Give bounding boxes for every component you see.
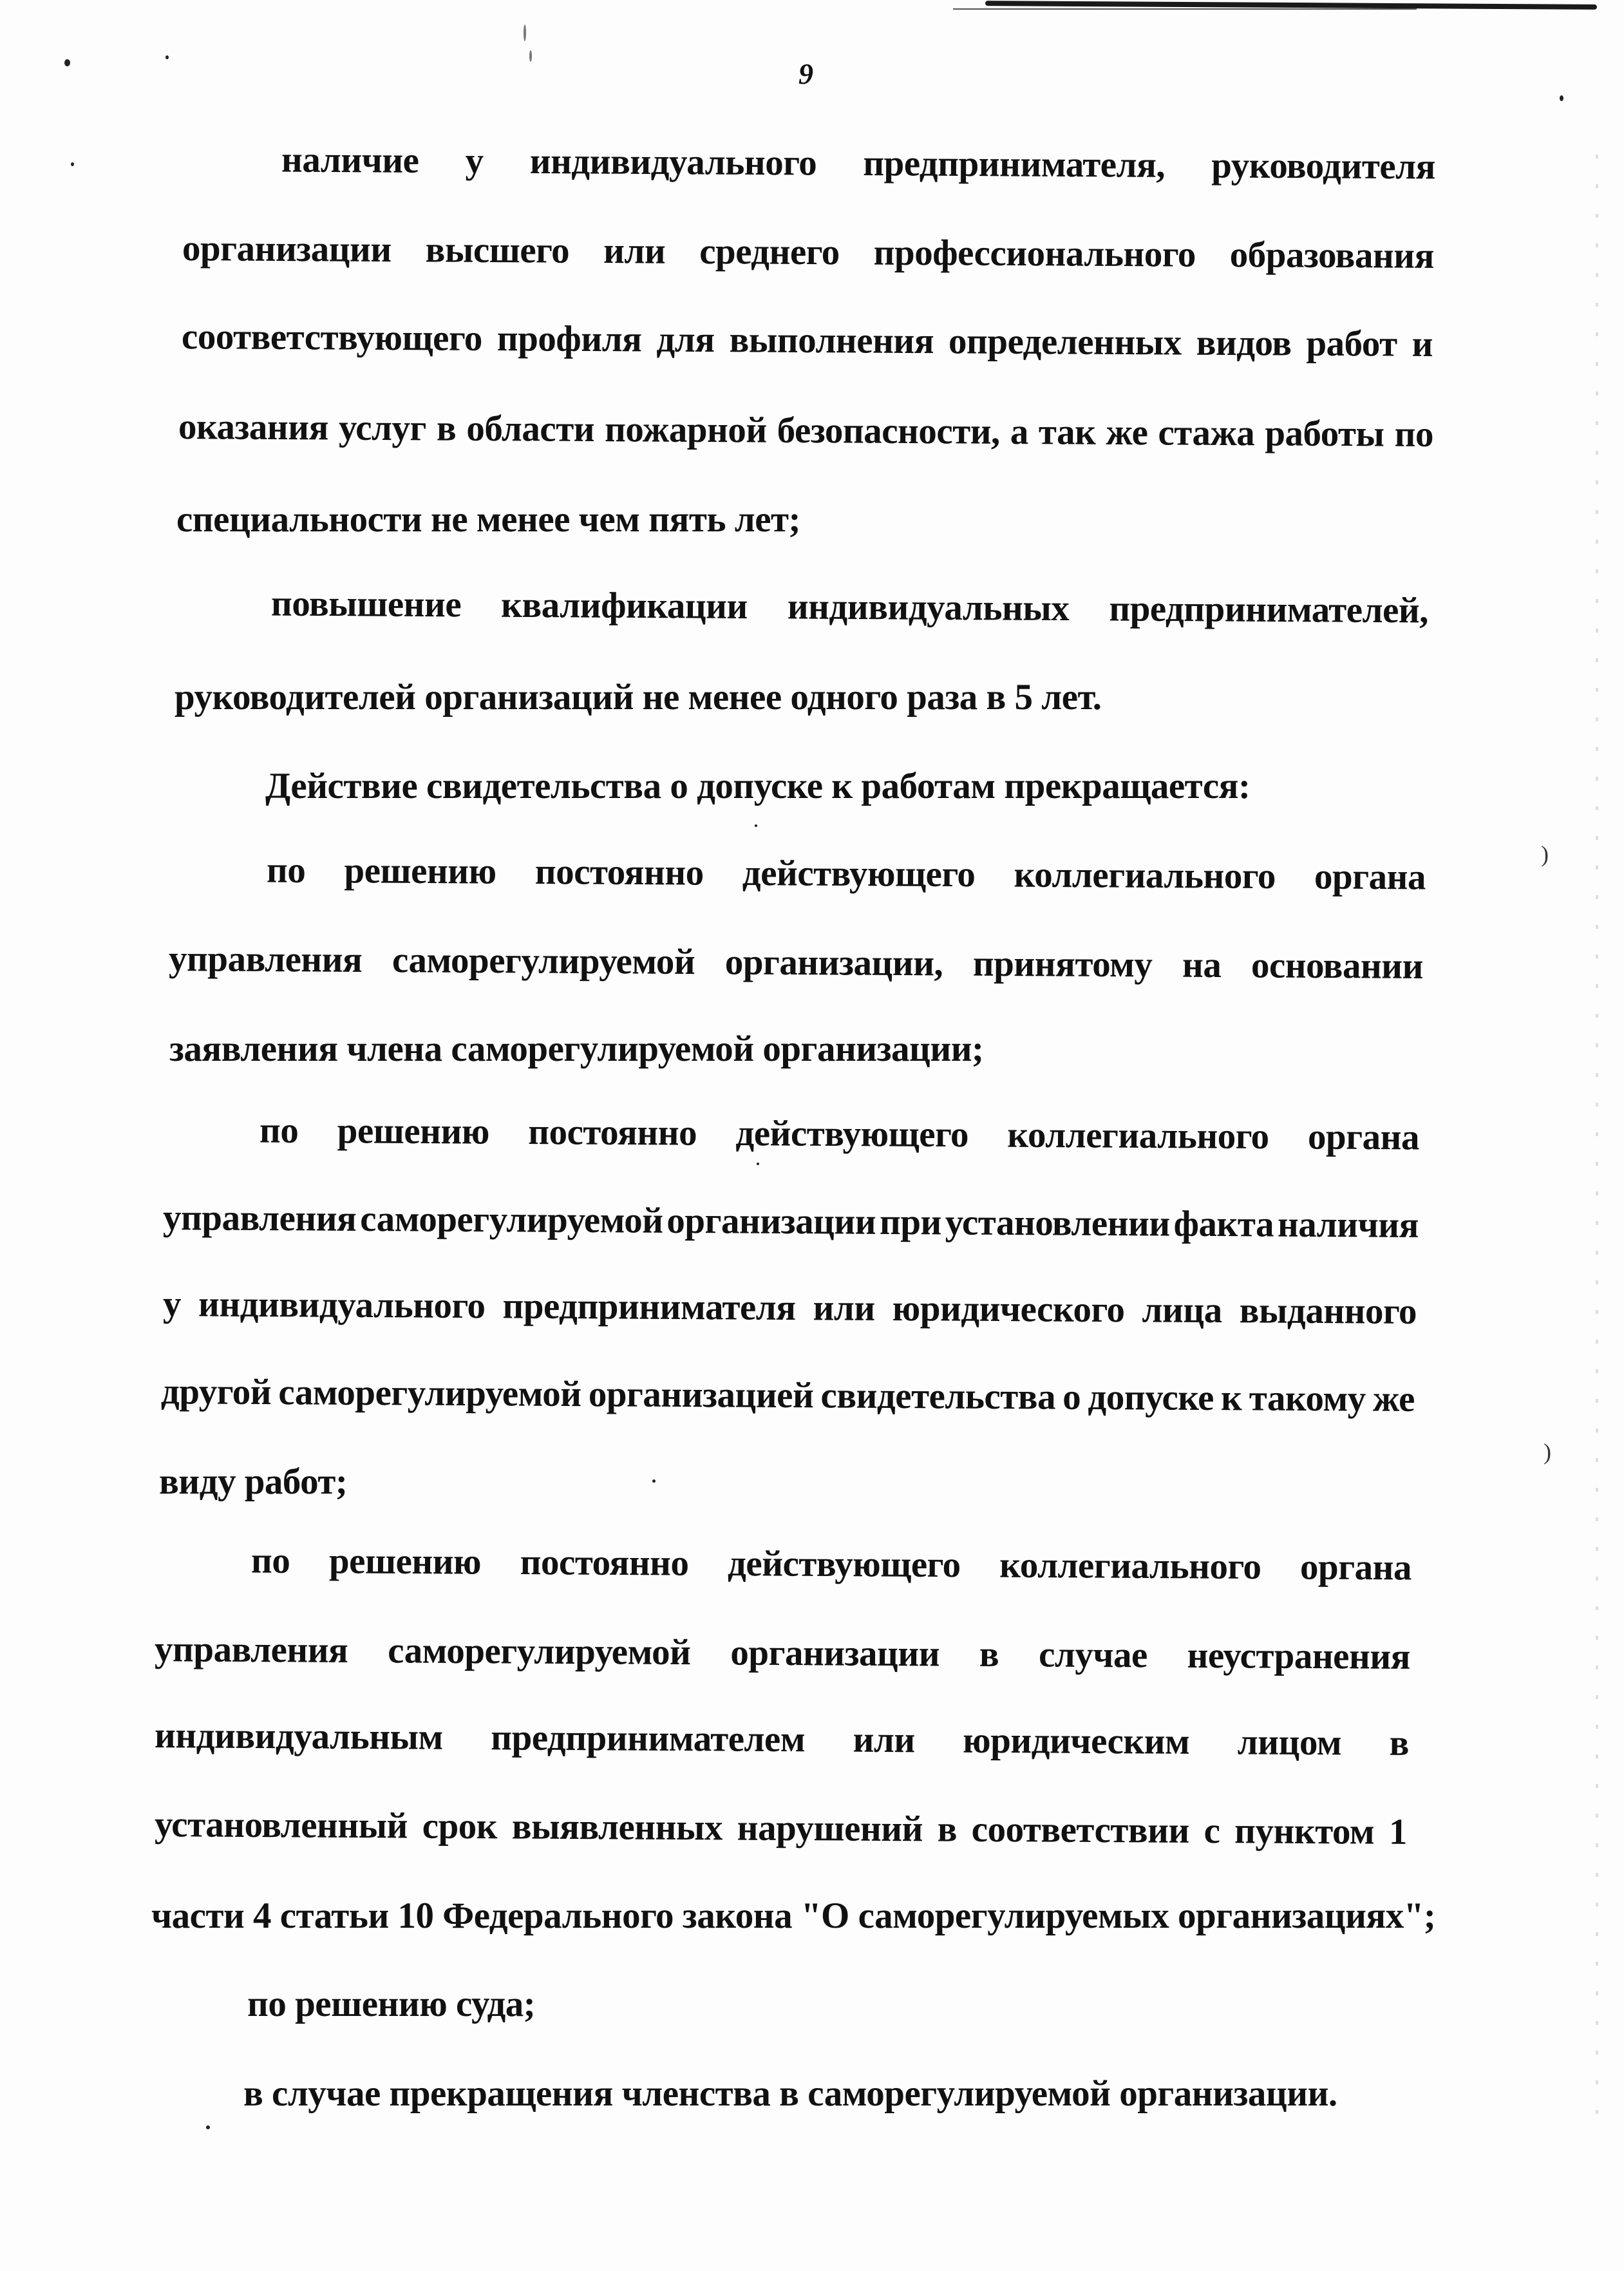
word: постоянно	[528, 1112, 697, 1154]
word: действующего	[727, 1543, 961, 1586]
paragraph-5-line-5: виду работ;	[159, 1461, 348, 1502]
word: принятому	[972, 943, 1153, 985]
paragraph-2-line-1	[271, 585, 1428, 629]
word: видов	[1196, 322, 1292, 364]
word: юридического	[892, 1288, 1125, 1331]
paragraph-5-line-3	[163, 1286, 1417, 1330]
paragraph-8-line-1: в случае прекращения членства в саморегулируемой организации.	[243, 2073, 1337, 2114]
word: у	[162, 1284, 182, 1325]
paragraph-4-line-2	[169, 940, 1423, 985]
word: у	[465, 140, 484, 182]
word: органа	[1307, 1116, 1420, 1158]
word: образования	[1229, 234, 1435, 276]
word: индивидуальным	[154, 1715, 444, 1758]
scan-artifact-bracket: )	[1544, 1439, 1551, 1465]
word: действующего	[735, 1113, 969, 1155]
paragraph-3-line-1: Действие свидетельства о допуске к работам прекращается:	[265, 766, 1251, 806]
scan-speck	[529, 50, 532, 62]
word: организацией	[588, 1374, 814, 1416]
word: постоянно	[520, 1542, 689, 1584]
scan-speck	[64, 59, 70, 66]
word: наличия	[1277, 1204, 1419, 1246]
paragraph-4-line-3: заявления члена саморегулируемой организации;	[169, 1029, 984, 1069]
word: профессионального	[873, 232, 1196, 275]
word: другой	[160, 1371, 272, 1413]
word: при	[879, 1201, 942, 1243]
word: к	[1220, 1378, 1242, 1419]
word: выявленных	[511, 1806, 723, 1848]
word: организации	[182, 228, 392, 271]
word: управления	[154, 1629, 348, 1671]
word: безопасности,	[777, 410, 1000, 452]
paragraph-6-line-3	[155, 1717, 1409, 1762]
word: же	[1372, 1378, 1415, 1420]
word: с	[1204, 1810, 1220, 1852]
paragraph-6-line-4	[155, 1806, 1407, 1850]
word: квалификации	[500, 584, 748, 627]
word: индивидуального	[198, 1284, 486, 1327]
word: коллегиального	[1014, 854, 1276, 897]
word: и	[1412, 323, 1433, 365]
word: предпринимателя,	[863, 143, 1166, 185]
word: о	[1062, 1376, 1081, 1418]
paragraph-1-line-4	[178, 408, 1433, 453]
word: предпринимателя	[502, 1286, 796, 1329]
word: саморегулируемой	[360, 1198, 663, 1241]
word: основании	[1251, 945, 1424, 987]
paragraph-1-line-1	[281, 139, 1436, 187]
word: или	[853, 1719, 915, 1761]
word: в	[436, 408, 457, 449]
word: предпринимателей,	[1109, 588, 1429, 631]
paragraph-6-line-1	[251, 1542, 1412, 1586]
word: нарушений	[737, 1807, 923, 1850]
word: области	[466, 408, 595, 450]
scan-artifact-right-edge	[1596, 129, 1598, 2125]
scan-speck	[1560, 95, 1563, 101]
paragraph-6-line-5: части 4 статьи 10 Федерального закона "О саморегулируемых организациях";	[151, 1896, 1436, 1936]
scan-speck	[755, 824, 757, 827]
word: определенных	[948, 321, 1182, 363]
scan-speck	[71, 162, 74, 166]
paragraph-5-line-2	[163, 1199, 1419, 1244]
word: коллегиального	[1007, 1114, 1269, 1157]
word: работ	[1306, 323, 1397, 365]
word: саморегулируемой	[392, 940, 695, 983]
word: работы	[1265, 413, 1384, 455]
paragraph-5-line-4	[161, 1373, 1415, 1418]
word: в	[937, 1809, 958, 1850]
word: саморегулируемой	[388, 1630, 691, 1673]
paragraph-1-line-2	[182, 230, 1434, 274]
word: по	[250, 1540, 290, 1581]
word: органа	[1314, 856, 1426, 898]
paragraph-6-line-2	[155, 1631, 1410, 1675]
paragraph-1-line-3	[182, 318, 1433, 363]
word: или	[603, 231, 666, 272]
word: индивидуальных	[787, 586, 1070, 629]
word: для	[656, 319, 715, 361]
word: высшего	[425, 229, 570, 271]
word: постоянно	[534, 851, 704, 893]
word: решению	[337, 1110, 490, 1152]
word: услуг	[338, 407, 427, 449]
word: выданного	[1239, 1290, 1417, 1332]
word: управления	[162, 1197, 357, 1239]
word: а	[1010, 411, 1029, 453]
scan-speck	[757, 1163, 759, 1165]
word: установлении	[945, 1202, 1170, 1244]
word: коллегиального	[999, 1544, 1261, 1588]
word: решению	[328, 1541, 482, 1582]
word: по	[1394, 413, 1434, 455]
word: соответствующего	[181, 316, 483, 359]
word: лицом	[1237, 1722, 1342, 1763]
word: допуске	[1088, 1376, 1214, 1419]
word: или	[813, 1288, 875, 1329]
scan-speck	[206, 2125, 210, 2129]
word: случае	[1038, 1634, 1147, 1676]
word: юридическим	[962, 1720, 1190, 1762]
word: органа	[1299, 1546, 1412, 1588]
word: пунктом	[1234, 1810, 1375, 1852]
word: решению	[344, 850, 496, 892]
word: профиля	[496, 318, 642, 360]
word: управления	[168, 938, 363, 980]
word: соответствии	[971, 1809, 1190, 1851]
word: действующего	[742, 853, 976, 895]
word: оказания	[178, 406, 329, 448]
scan-artifact-bracket: )	[1541, 841, 1549, 867]
word: неустранения	[1187, 1635, 1411, 1677]
word: в	[979, 1633, 999, 1675]
word: среднего	[699, 231, 840, 273]
word: организации	[730, 1632, 940, 1675]
scan-speck	[165, 55, 169, 59]
paragraph-7-line-1: по решению суда;	[247, 1984, 536, 2024]
word: установленный	[154, 1804, 408, 1847]
scan-speck	[524, 24, 526, 41]
word: факта	[1173, 1203, 1274, 1245]
word: так	[1038, 412, 1096, 453]
word: предпринимателем	[491, 1717, 806, 1760]
scan-speck	[652, 1479, 656, 1483]
word: свидетельства	[820, 1375, 1056, 1418]
word: выполнения	[729, 319, 934, 362]
word: на	[1182, 944, 1222, 986]
paragraph-4-line-1	[267, 852, 1426, 896]
word: руководителя	[1211, 145, 1436, 187]
word: в	[1389, 1722, 1410, 1763]
word: такому	[1249, 1378, 1366, 1420]
paragraph-5-line-1	[259, 1110, 1420, 1158]
word: стажа	[1158, 412, 1255, 454]
word: повышение	[270, 583, 462, 625]
word: по	[259, 1110, 299, 1151]
word: наличие	[281, 139, 419, 181]
word: саморегулируемой	[278, 1372, 581, 1415]
word: 1	[1388, 1811, 1408, 1852]
scan-artifact-top-line-thin	[953, 8, 1417, 10]
word: индивидуального	[529, 140, 817, 184]
word: лица	[1142, 1289, 1222, 1331]
paragraph-1-line-5: специальности не менее чем пять лет;	[176, 499, 801, 540]
word: срок	[422, 1805, 498, 1847]
page-number: 9	[798, 57, 813, 90]
word: организации,	[724, 942, 943, 984]
word: пожарной	[604, 409, 767, 451]
word: организации	[666, 1200, 876, 1242]
word: же	[1106, 412, 1148, 453]
paragraph-2-line-2: руководителей организаций не менее одного раза в 5 лет.	[175, 677, 1102, 717]
word: по	[266, 850, 306, 891]
